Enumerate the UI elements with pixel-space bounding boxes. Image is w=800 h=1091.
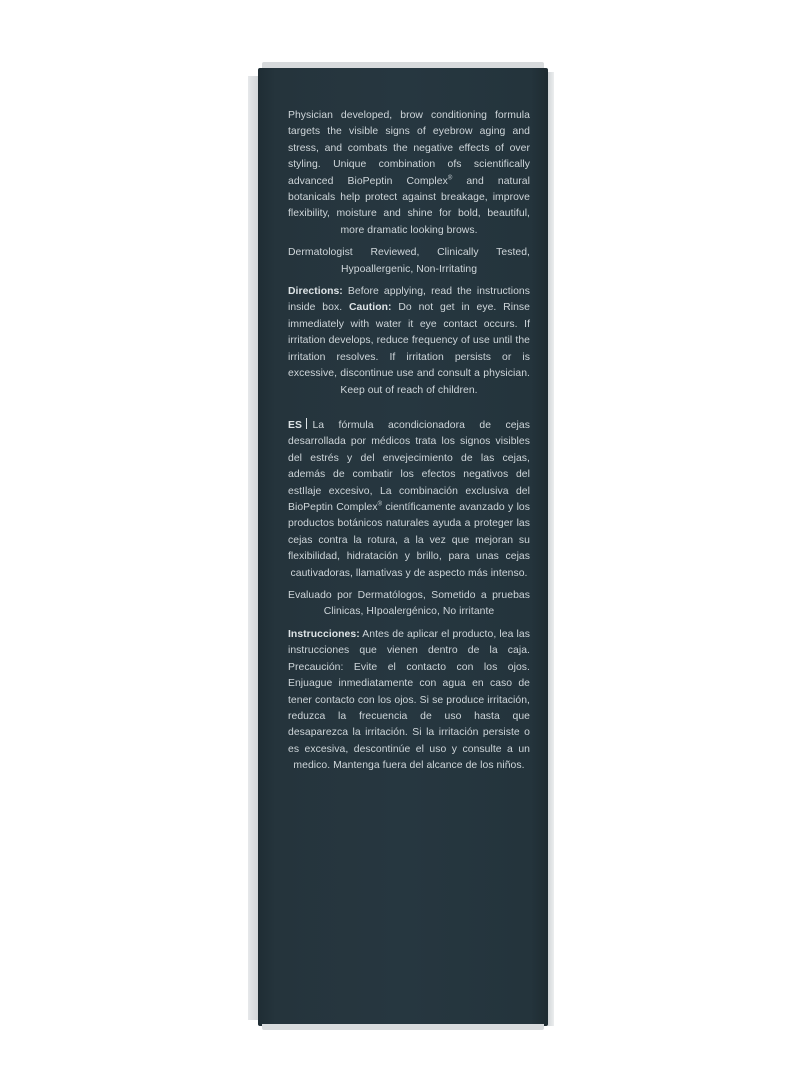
spanish-intro-part2: científicamente avanzado y los productos botánicos naturales ayuda a proteger las cejas contra la rotura, a la vez que mejoran su flexibilidad, hidratación y brillo, para unas cejas cautivadoras, llamativas y de aspecto más intenso. bbox=[288, 502, 530, 579]
box-bottom-lip bbox=[262, 1024, 544, 1030]
language-separator bbox=[306, 418, 308, 429]
spanish-instructions-paragraph bbox=[288, 627, 530, 775]
english-intro-paragraph bbox=[288, 108, 530, 239]
english-intro-part2: and natural botanicals help protect against breakage, improve flexibility, moisture and shine for bold, beautiful, more dramatic looking brows. bbox=[288, 175, 530, 236]
english-intro-part1: Physician developed, brow conditioning formula targets the visible signs of eyebrow aging and stress, and combats the negative effects of over styling. Unique combination ofs scientifically advanced BioPeptin Complex bbox=[288, 110, 530, 187]
registered-mark: ® bbox=[447, 175, 453, 182]
directions-label: Directions: bbox=[288, 286, 343, 298]
spanish-claims: Evaluado por Dermatólogos, Sometido a pruebas Clinicas, HIpoalergénico, No irritante bbox=[288, 590, 530, 618]
registered-mark-es: ® bbox=[377, 501, 383, 508]
instructions-text: Antes de aplicar el producto, lea las instrucciones que vienen dentro de la caja. Precaución: Evite el contacto con los ojos. Enjuague inmediatamente con agua en caso de tener contacto con los ojos. Si se produce irritación, reduzca la frecuencia de uso hasta que desaparezca la irritación. Si la irritación persiste o es excesiva, descontinúe el uso y consulte a un medico. Mantenga fuera del alcance de los niños. bbox=[288, 628, 530, 772]
directions-text: Before applying, read the instructions inside box. bbox=[288, 286, 530, 314]
spanish-intro-paragraph bbox=[288, 418, 530, 582]
caution-label: Caution: bbox=[348, 302, 392, 314]
caution-text: Do not get in eye. Rinse immediately with water it eye contact occurs. If irritation develops, reduce frequency of use until the irritation resolves. If irritation persists or is excessive, discontinue use and consult a physician. Keep out of reach of children. bbox=[288, 302, 530, 396]
language-code: ES bbox=[288, 420, 302, 431]
english-claims: Dermatologist Reviewed, Clinically Tested, Hypoallergenic, Non-Irritating bbox=[288, 247, 530, 275]
spanish-intro-part1: La fórmula acondicionadora de cejas desarrollada por médicos trata los signos visibles del estrés y del envejecimiento de las cejas, además de combatir los efectos negativos del estIlaje excesivo, La combinación exclusiva del BioPeptin Complex bbox=[288, 420, 530, 514]
spanish-copy bbox=[288, 418, 530, 781]
english-directions-paragraph bbox=[288, 284, 530, 399]
english-copy bbox=[288, 108, 530, 405]
instructions-label: Instrucciones: bbox=[288, 628, 360, 640]
